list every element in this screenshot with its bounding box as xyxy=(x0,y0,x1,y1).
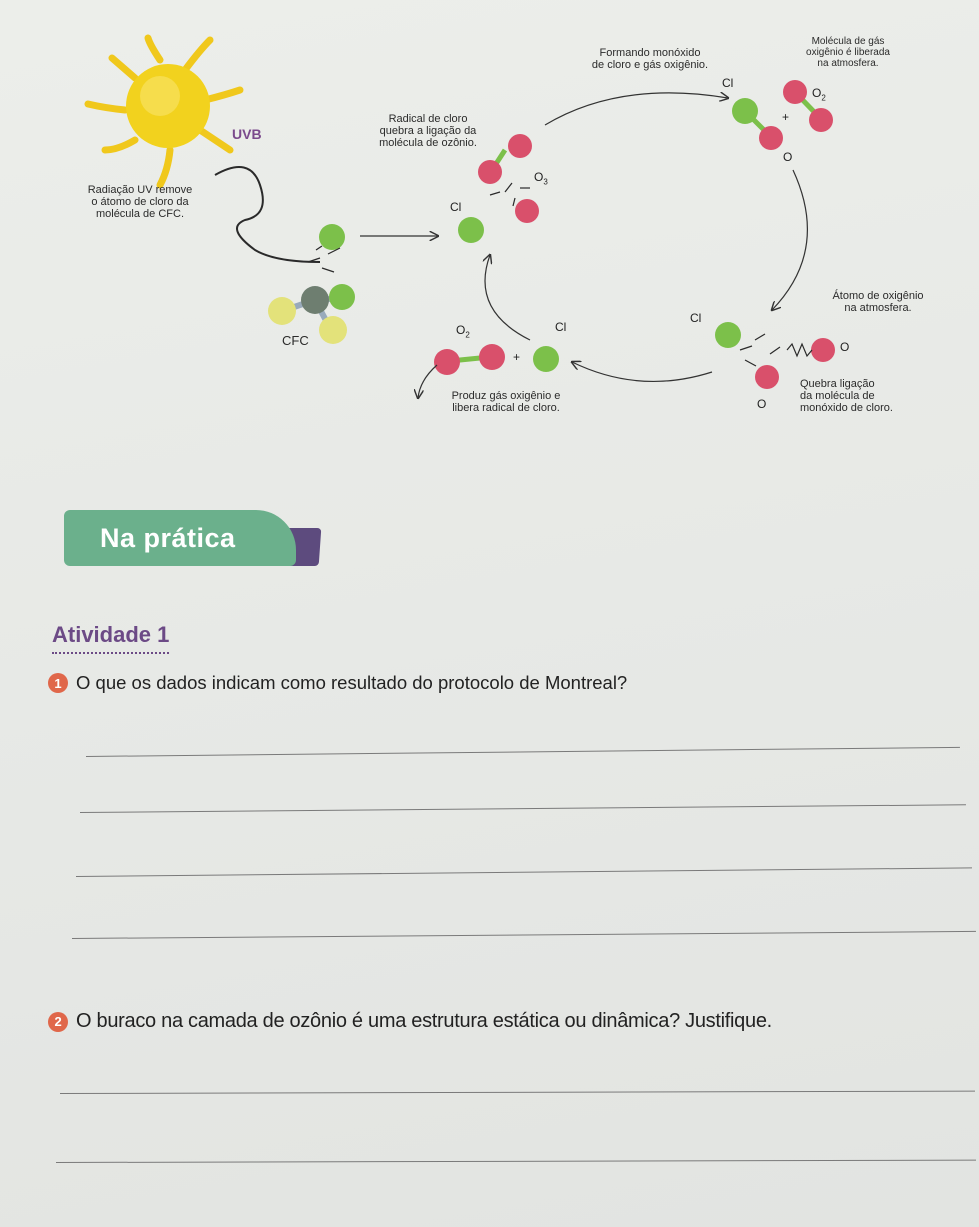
cl-symbol: Cl xyxy=(450,200,462,214)
uvb-label: UVB xyxy=(232,126,262,142)
question-text: O buraco na camada de ozônio é uma estrutura estática ou dinâmica? Justifique. xyxy=(76,1010,772,1032)
o-letter: O xyxy=(534,170,544,184)
cl-symbol: Cl xyxy=(722,76,734,90)
cfc-molecule xyxy=(268,224,355,344)
answer-line[interactable] xyxy=(72,931,976,939)
question-1 xyxy=(48,672,627,694)
caption-line: molécula de ozônio. xyxy=(379,137,477,149)
question-number: 1 xyxy=(48,673,68,693)
cfc-label: CFC xyxy=(282,333,309,348)
caption-line: Átomo de oxigênio xyxy=(832,290,924,302)
caption-line: Formando monóxido xyxy=(599,47,701,59)
uv-removes-caption xyxy=(66,184,214,220)
activity-heading: Atividade 1 xyxy=(52,622,169,654)
uv-ray xyxy=(215,167,320,262)
caption-line: Produz gás oxigênio e xyxy=(451,390,561,402)
plus-symbol: + xyxy=(513,350,521,364)
caption-line: Radical de cloro xyxy=(388,113,468,125)
o3-symbol xyxy=(534,170,548,186)
o2-cl-products xyxy=(434,344,559,375)
molecula-gas-caption xyxy=(792,36,904,69)
caption-line: de cloro e gás oxigênio. xyxy=(591,59,709,71)
banner-title: Na prática xyxy=(100,522,236,553)
caption-line: Molécula de gás xyxy=(811,36,885,47)
caption-line: Quebra ligação xyxy=(800,378,875,390)
section-banner xyxy=(64,510,304,568)
caption-line: Radiação UV remove xyxy=(87,184,193,196)
quebra-ligacao-caption xyxy=(800,378,940,414)
answer-line[interactable] xyxy=(80,804,966,813)
cl-symbol: Cl xyxy=(690,311,702,325)
plus-symbol: + xyxy=(782,110,790,124)
caption-line: quebra a ligação da xyxy=(379,125,477,137)
answer-line[interactable] xyxy=(86,747,960,757)
o-symbol: O xyxy=(840,340,850,354)
atomo-oxigenio-caption xyxy=(808,290,948,314)
caption-line: na atmosfera. xyxy=(844,302,912,314)
radical-caption xyxy=(360,113,496,149)
question-text: O que os dados indicam como resultado do protocolo de Montreal? xyxy=(76,672,628,693)
caption-line: molécula de CFC. xyxy=(95,208,185,220)
answer-line[interactable] xyxy=(76,867,972,877)
answer-line[interactable] xyxy=(60,1091,975,1094)
cl-symbol: Cl xyxy=(555,320,567,334)
o2-symbol xyxy=(456,323,470,339)
o2-symbol xyxy=(812,86,826,102)
o-letter: O xyxy=(812,86,822,100)
produz-caption xyxy=(426,390,586,414)
o-symbol: O xyxy=(783,150,793,164)
caption-line: da molécula de xyxy=(800,390,875,402)
o-letter: O xyxy=(456,323,466,337)
o-symbol: O xyxy=(757,397,767,411)
subscript: 2 xyxy=(821,93,826,103)
banner-front xyxy=(64,510,296,566)
subscript: 3 xyxy=(543,177,548,187)
caption-line: oxigênio é liberada xyxy=(806,47,890,58)
ozone-molecule xyxy=(458,134,539,243)
subscript: 2 xyxy=(465,330,470,340)
formando-caption xyxy=(570,47,730,71)
ozone-cycle-diagram xyxy=(0,0,979,500)
caption-line: libera radical de cloro. xyxy=(452,402,560,414)
caption-line: na atmosfera. xyxy=(817,58,879,69)
sun-icon xyxy=(88,38,240,185)
caption-line: monóxido de cloro. xyxy=(800,402,893,414)
question-2 xyxy=(48,1010,772,1033)
answer-line[interactable] xyxy=(56,1160,976,1163)
question-number: 2 xyxy=(48,1012,68,1032)
caption-line: o átomo de cloro da xyxy=(91,196,189,208)
